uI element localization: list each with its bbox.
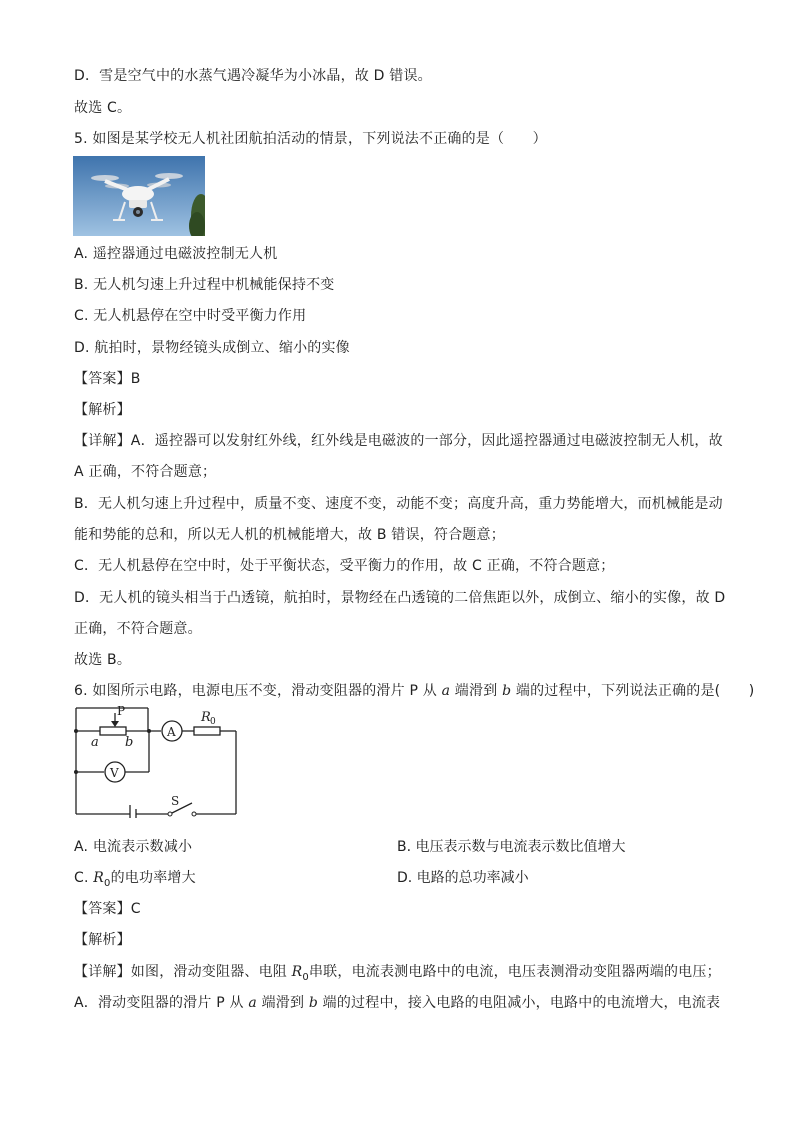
option-d: D. 电路的总功率减小 [397, 870, 529, 886]
var-r: R [291, 964, 303, 980]
detail-line [74, 962, 721, 988]
detail-line: 正确，不符合题意。 [74, 621, 202, 637]
answer-label: 【答案】C [74, 901, 141, 917]
option-text: 的电功率增大 [110, 870, 196, 886]
question-6-stem [74, 681, 754, 701]
voltmeter-label: V [110, 766, 119, 780]
terminal-b-label: b [125, 735, 134, 750]
drone-photo [73, 156, 205, 236]
detail-line: 能和势能的总和，所以无人机的机械能增大，故 B 错误，符合题意； [74, 527, 505, 543]
option-c [74, 868, 196, 894]
slider-p-label: P [117, 704, 126, 718]
var-a: a [441, 683, 451, 699]
option-a: A. 电流表示数减小 [74, 839, 193, 855]
detail-line: A 正确，不符合题意； [74, 464, 217, 480]
analysis-label: 【解析】 [74, 402, 131, 418]
ammeter-label: A [167, 725, 176, 739]
stem-text: 端的过程中，下列说法正确的是( ) [511, 683, 755, 699]
analysis-label: 【解析】 [74, 932, 131, 948]
option-prefix: C. [74, 870, 94, 886]
detail-text: 串联，电流表测电路中的电流，电压表测滑动变阻器两端的电压； [308, 964, 721, 980]
stem-text: 6. 如图所示电路，电源电压不变，滑动变阻器的滑片 P 从 [74, 683, 442, 699]
option-b: B. 无人机匀速上升过程中机械能保持不变 [74, 277, 335, 293]
var-b: b [502, 683, 512, 699]
var-b: b [308, 995, 318, 1011]
detail-line: D．无人机的镜头相当于凸透镜，航拍时，景物经在凸透镜的二倍焦距以外，成倒立、缩小的实像，故 D [74, 590, 726, 606]
conclusion-line: 故选 B。 [74, 652, 132, 668]
detail-text: 端的过程中，接入电路的电阻减小，电路中的电流增大，电流表 [318, 995, 721, 1011]
detail-text: 端滑到 [256, 995, 309, 1011]
stem-text: 端滑到 [450, 683, 503, 699]
text-line: 故选 C。 [74, 100, 132, 116]
option-a: A. 遥控器通过电磁波控制无人机 [74, 246, 278, 262]
var-a: a [248, 995, 257, 1011]
answer-label: 【答案】B [74, 371, 141, 387]
var-r: R [93, 870, 105, 886]
detail-text: 【详解】如图，滑动变阻器、电阻 [74, 964, 292, 980]
detail-line: B．无人机匀速上升过程中，质量不变、速度不变，动能不变；高度升高，重力势能增大，而机械能是动 [74, 496, 723, 512]
detail-line: 【详解】A．遥控器可以发射红外线，红外线是电磁波的一部分，因此遥控器通过电磁波控制无人机，故 [74, 433, 723, 449]
detail-line: C．无人机悬停在空中时，处于平衡状态，受平衡力的作用，故 C 正确，不符合题意； [74, 558, 615, 574]
option-c: C. 无人机悬停在空中时受平衡力作用 [74, 308, 307, 324]
question-5-stem: 5. 如图是某学校无人机社团航拍活动的情景，下列说法不正确的是（ ） [74, 131, 547, 147]
detail-text: A．滑动变阻器的滑片 P 从 [74, 995, 249, 1011]
switch-label: S [171, 794, 180, 808]
r0-subscript: 0 [210, 717, 216, 727]
terminal-a-label: a [91, 735, 99, 750]
option-d: D. 航拍时，景物经镜头成倒立、缩小的实像 [74, 340, 350, 356]
circuit-diagram [70, 704, 242, 818]
r0-label: R [201, 710, 211, 725]
subscript: 0 [104, 877, 111, 889]
detail-line [74, 993, 720, 1013]
text-line: D．雪是空气中的水蒸气遇冷凝华为小冰晶，故 D 错误。 [74, 68, 432, 84]
subscript: 0 [302, 971, 309, 983]
drone-image [73, 156, 205, 236]
option-b: B. 电压表示数与电流表示数比值增大 [397, 839, 626, 855]
